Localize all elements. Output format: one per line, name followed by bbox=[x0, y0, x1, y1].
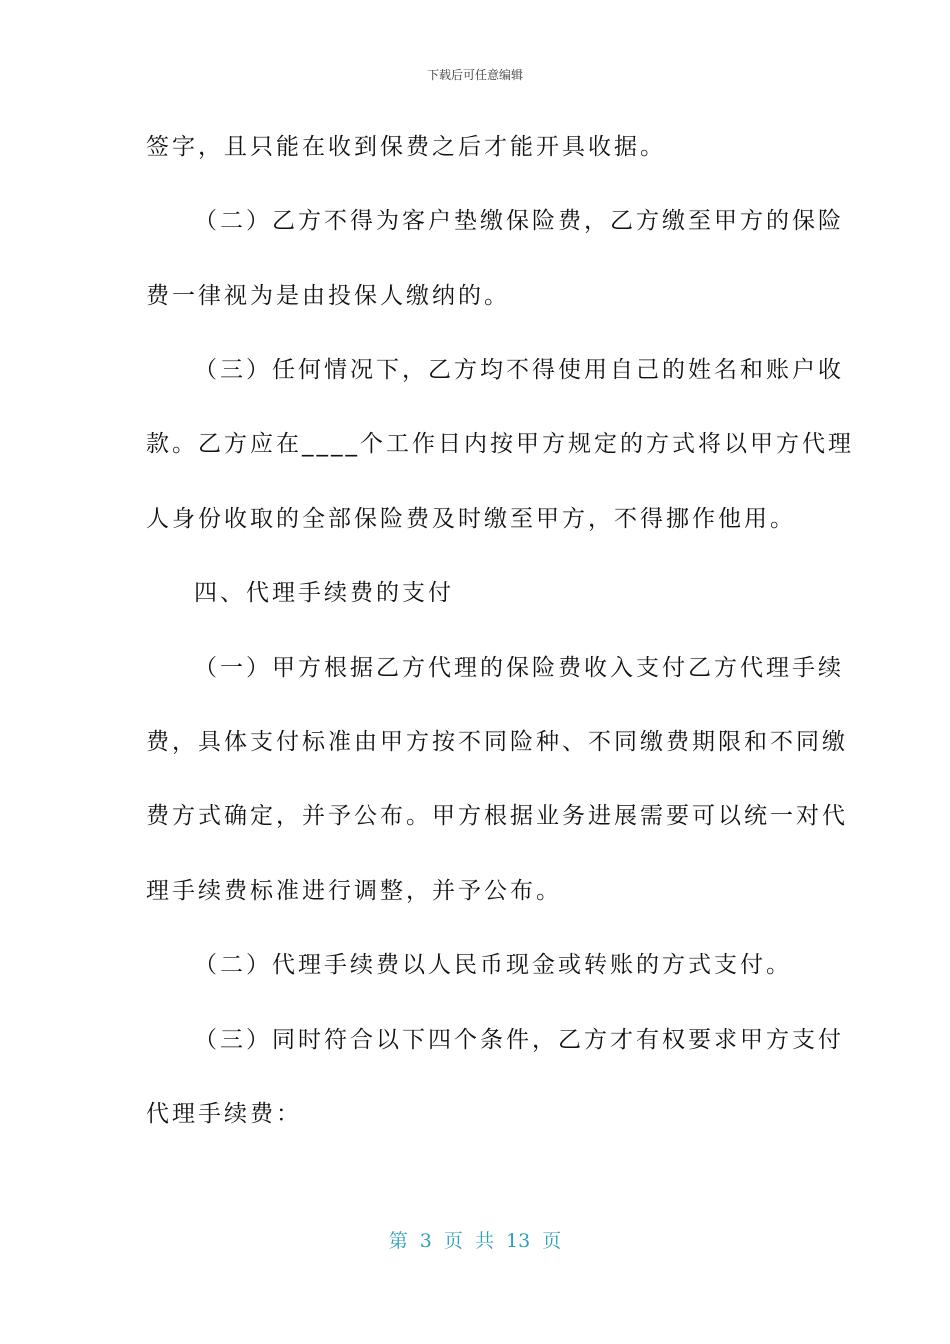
header-note: 下载后可任意编辑 bbox=[426, 68, 523, 82]
body-line: 款。乙方应在____个工作日内按甲方规定的方式将以甲方代理 bbox=[146, 431, 854, 457]
body-line: （二）乙方不得为客户垫缴保险费，乙方缴至甲方的保险 bbox=[194, 208, 844, 234]
page-number: 第 3 页 共 13 页 bbox=[388, 1230, 562, 1252]
body-line: 签字，且只能在收到保费之后才能开具收据。 bbox=[146, 134, 666, 160]
body-line: 代理手续费： bbox=[146, 1101, 302, 1127]
body-line: 人身份收取的全部保险费及时缴至甲方，不得挪作他用。 bbox=[146, 506, 796, 532]
body-line: 费，具体支付标准由甲方按不同险种、不同缴费期限和不同缴 bbox=[146, 729, 848, 755]
body-line: （三）任何情况下，乙方均不得使用自己的姓名和账户收 bbox=[194, 357, 844, 383]
section-heading: 四、代理手续费的支付 bbox=[194, 580, 454, 606]
body-line: （一）甲方根据乙方代理的保险费收入支付乙方代理手续 bbox=[194, 655, 844, 681]
body-line: 理手续费标准进行调整，并予公布。 bbox=[146, 878, 562, 904]
body-line: （三）同时符合以下四个条件，乙方才有权要求甲方支付 bbox=[194, 1027, 844, 1053]
body-line: （二）代理手续费以人民币现金或转账的方式支付。 bbox=[194, 952, 792, 978]
body-line: 费一律视为是由投保人缴纳的。 bbox=[146, 283, 510, 309]
body-line: 费方式确定，并予公布。甲方根据业务进展需要可以统一对代 bbox=[146, 803, 848, 829]
